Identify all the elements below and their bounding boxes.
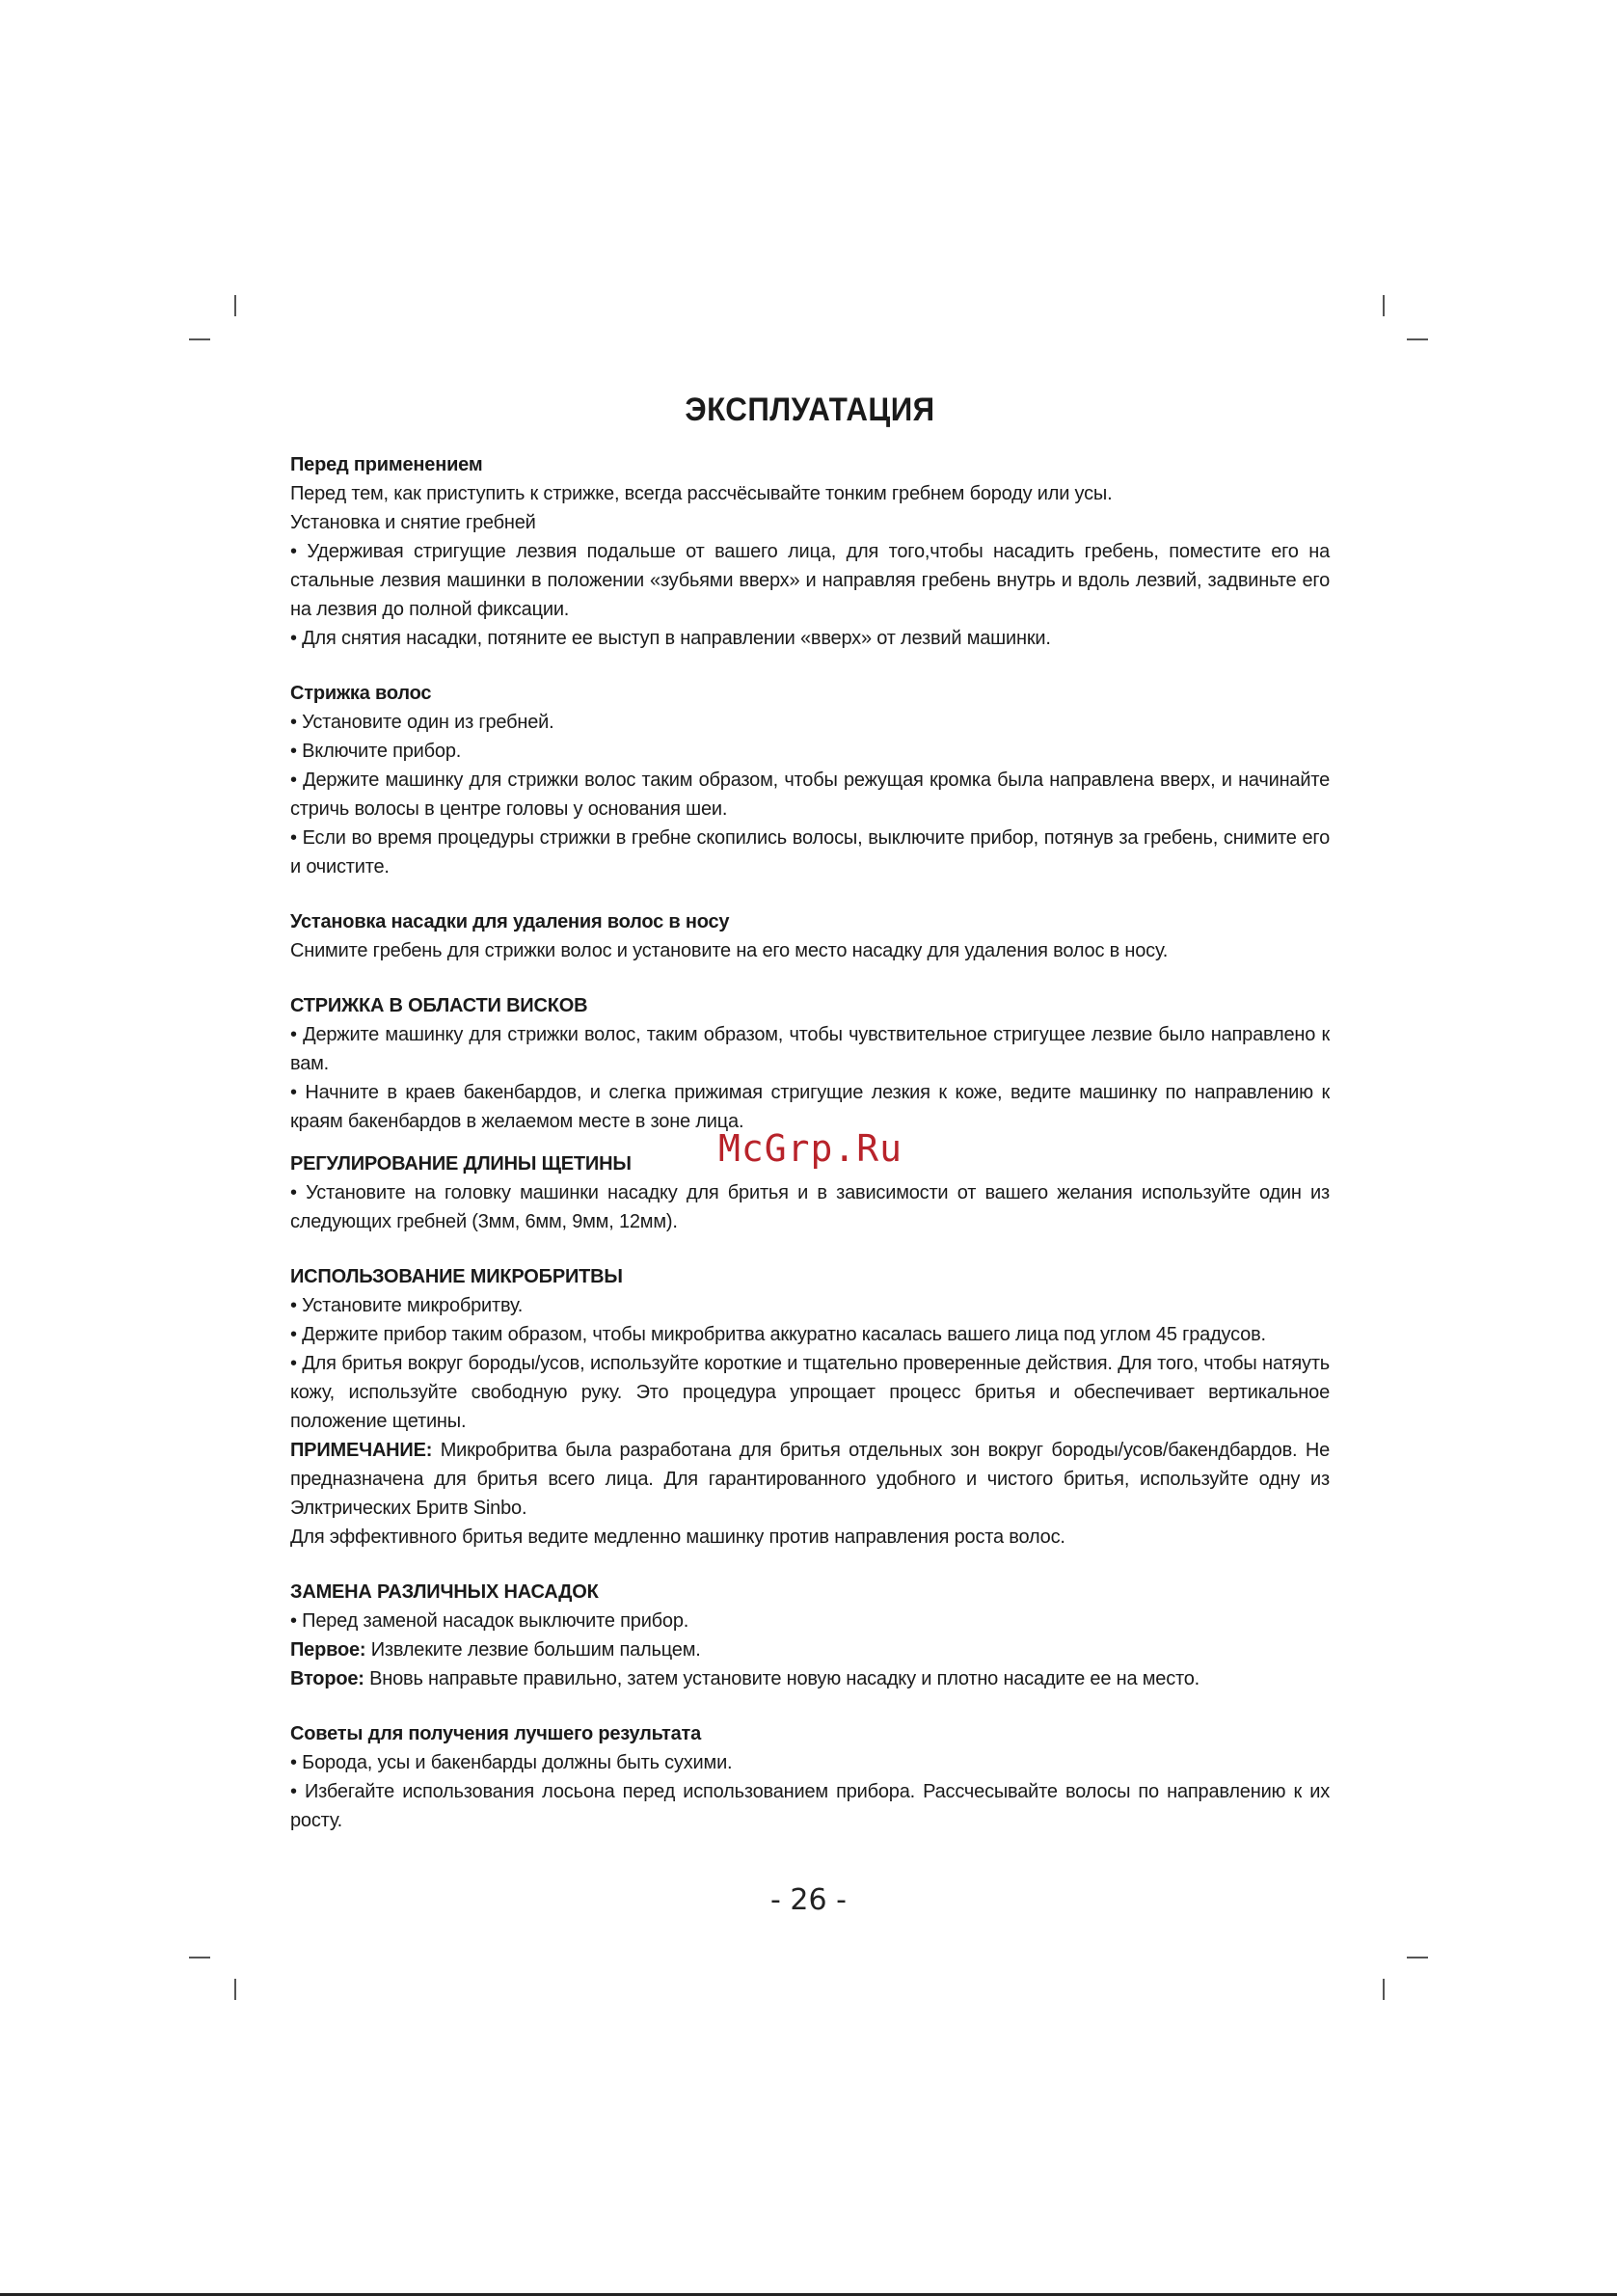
paragraph: • Удерживая стригущие лезвия подальше от вашего лица, для того,чтобы насадить гребень, поместите его на стальные лезвия машинки в положении «зубьями вверх» и направляя гребень внутрь и вдоль лезвий, задвиньте его на лезвия до полной фиксации. <box>290 541 1330 620</box>
paragraph: • Для бритья вокруг бороды/усов, используйте короткие и тщательно проверенные действия. Для того, чтобы натяуть кожу, используйте свободную руку. Это процедура упрощает процесс бритья и обеспечивает вертикальное положение щетины. <box>290 1353 1330 1432</box>
crop-mark-bottom-right-horizontal <box>1407 1957 1428 1958</box>
paragraph: • Начните в краев бакенбардов, и слегка прижимая стригущие лезкия к коже, ведите машинку по направлению к краям бакенбардов в желаемом месте в зоне лица. <box>290 1082 1330 1132</box>
crop-mark-top-left-horizontal <box>189 338 210 340</box>
section-temple-trimming <box>290 991 1330 1136</box>
crop-mark-bottom-left-vertical <box>234 1979 236 2000</box>
section-heading: Стрижка волос <box>290 683 432 704</box>
step-paragraph <box>290 1635 1330 1664</box>
paragraph: • Включите прибор. <box>290 741 462 762</box>
section-micro-shaver <box>290 1262 1330 1552</box>
crop-mark-bottom-left-horizontal <box>189 1957 210 1958</box>
paragraph: • Борода, усы и бакенбарды должны быть сухими. <box>290 1752 733 1773</box>
section-before-use <box>290 450 1330 653</box>
paragraph: • Для снятия насадки, потяните ее выступ в направлении «вверх» от лезвий машинки. <box>290 628 1051 649</box>
paragraph: • Держите машинку для стрижки волос таким образом, чтобы режущая кромка была направлена вверх, и начинайте стричь волосы в центре головы у основания шеи. <box>290 770 1330 820</box>
section-heading: Установка насадки для удаления волос в носу <box>290 911 730 932</box>
section-tips <box>290 1719 1330 1835</box>
paragraph: • Если во время процедуры стрижки в гребне скопились волосы, выключите прибор, потянув за гребень, снимите его и очистите. <box>290 827 1330 878</box>
section-heading: Перед применением <box>290 454 483 475</box>
section-heading: РЕГУЛИРОВАНИЕ ДЛИНЫ ЩЕТИНЫ <box>290 1153 632 1175</box>
section-heading: Советы для получения лучшего результата <box>290 1723 702 1744</box>
crop-mark-top-left-vertical <box>234 295 236 316</box>
section-heading: ИСПОЛЬЗОВАНИЕ МИКРОБРИТВЫ <box>290 1266 623 1287</box>
paragraph: • Держите прибор таким образом, чтобы микробритва аккуратно касалась вашего лица под углом 45 градусов. <box>290 1324 1266 1345</box>
page-number: - 26 - <box>770 1883 847 1917</box>
crop-mark-top-right-horizontal <box>1407 338 1428 340</box>
note-label: ПРИМЕЧАНИЕ: <box>290 1440 433 1461</box>
crop-mark-top-right-vertical <box>1383 295 1385 316</box>
paragraph: Снимите гребень для стрижки волос и установите на его место насадку для удаления волос в носу. <box>290 940 1169 961</box>
crop-mark-bottom-right-vertical <box>1383 1979 1385 2000</box>
paragraph: • Держите машинку для стрижки волос, таким образом, чтобы чувствительное стригущее лезвие было направлено к вам. <box>290 1024 1330 1074</box>
step-label: Второе: <box>290 1668 364 1689</box>
paragraph: • Перед заменой насадок выключите прибор. <box>290 1610 689 1632</box>
section-attachment-replacement <box>290 1578 1330 1693</box>
paragraph: Для эффективного бритья ведите медленно машинку против направления роста волос. <box>290 1526 1065 1548</box>
step-text: Вновь направьте правильно, затем установите новую насадку и плотно насадите ее на место. <box>364 1668 1200 1689</box>
paragraph: Установка и снятие гребней <box>290 512 536 533</box>
paragraph: • Установите на головку машинки насадку для бритья и в зависимости от вашего желания используйте один из следующих гребней (3мм, 6мм, 9мм, 12мм). <box>290 1182 1330 1232</box>
paragraph: • Установите один из гребней. <box>290 712 554 733</box>
step-label: Первое: <box>290 1639 366 1661</box>
paragraph: • Избегайте использования лосьона перед использованием прибора. Рассчесывайте волосы по направлению к их росту. <box>290 1781 1330 1831</box>
paragraph: Перед тем, как приступить к стрижке, всегда рассчёсывайте тонким гребнем бороду или усы. <box>290 483 1113 504</box>
section-heading: СТРИЖКА В ОБЛАСТИ ВИСКОВ <box>290 995 588 1016</box>
watermark: McGrp.Ru <box>718 1127 903 1170</box>
paragraph: • Установите микробритву. <box>290 1295 524 1316</box>
section-nose-attachment <box>290 907 1330 965</box>
step-text: Извлеките лезвие большим пальцем. <box>365 1639 701 1661</box>
note-text: Микробритва была разработана для бритья отдельных зон вокруг бороды/усов/бакендбардов. Не предназначена для бритья всего лица. Для гарантированного удобного и чистого бритья, используйте одну из Элктрических Бритв Sinbo. <box>290 1440 1330 1519</box>
step-paragraph <box>290 1664 1330 1693</box>
note-paragraph <box>290 1436 1330 1523</box>
page-title: ЭКСПЛУАТАЦИЯ <box>685 392 935 428</box>
section-hair-cutting <box>290 679 1330 881</box>
section-heading: ЗАМЕНА РАЗЛИЧНЫХ НАСАДОК <box>290 1581 599 1603</box>
